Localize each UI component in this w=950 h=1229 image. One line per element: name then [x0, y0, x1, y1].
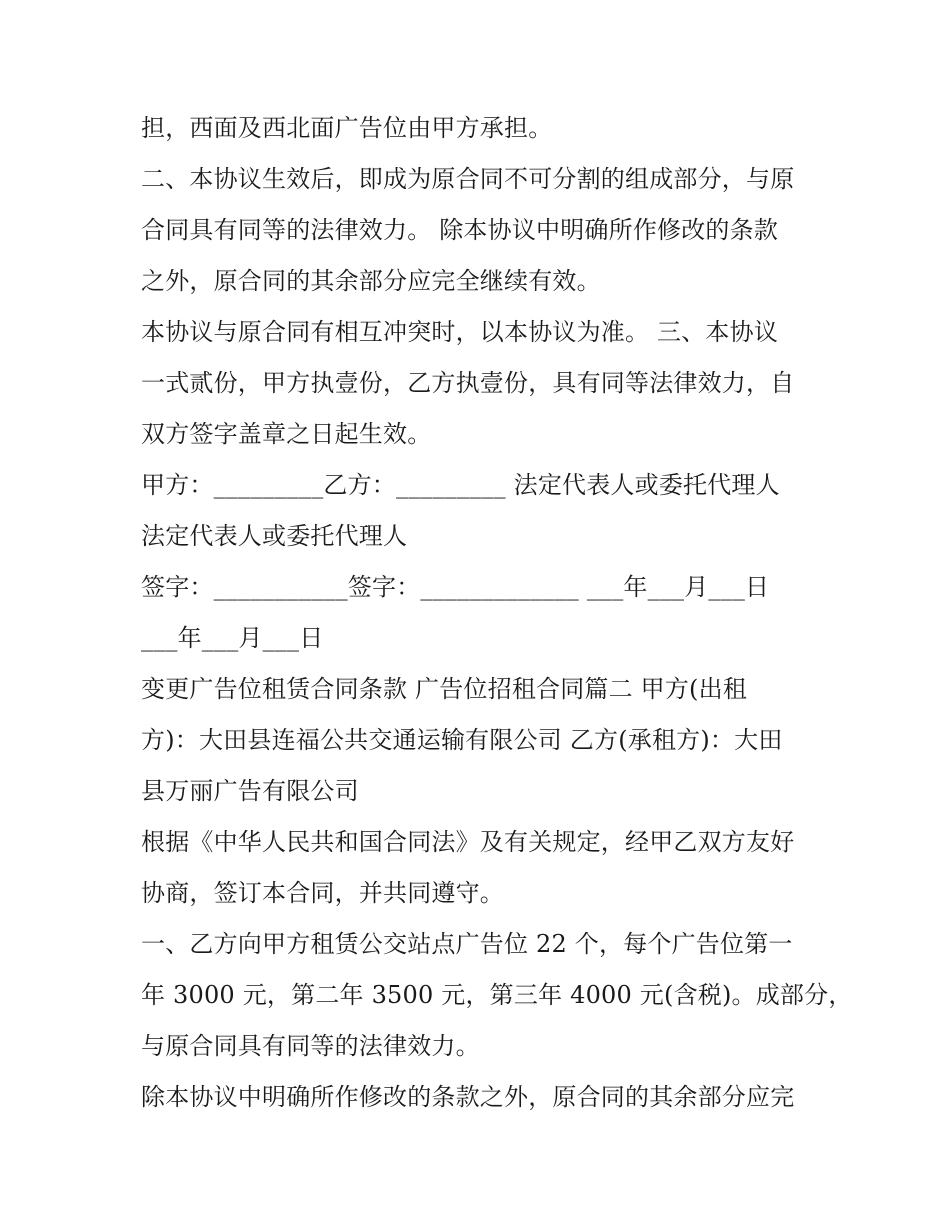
signature-line-parties: 甲方：_________乙方：_________ 法定代表人或委托代理人 — [141, 471, 780, 499]
date-line: ___年___月___日 — [141, 624, 324, 652]
text-line: 除本协议中明确所作修改的条款之外，原合同的其余部分应完 — [141, 1083, 795, 1111]
text-line: 根据《中华人民共和国合同法》及有关规定，经甲乙双方友好 — [141, 828, 795, 856]
signature-line-sign: 签字：___________签字：_____________ ___年___月___日 — [141, 573, 770, 601]
text-line: 协商，签订本合同，并共同遵守。 — [141, 879, 504, 907]
text-line: 之外，原合同的其余部分应完全继续有效。 — [141, 267, 601, 295]
text-line: 本协议与原合同有相互冲突时，以本协议为准。 三、本协议 — [141, 318, 779, 346]
text-line: 一式贰份，甲方执壹份，乙方执壹份，具有同等法律效力，自 — [141, 369, 795, 397]
text-line: 合同具有同等的法律效力。 除本协议中明确所作修改的条款 — [141, 216, 779, 244]
text-line: 一、乙方向甲方租赁公交站点广告位 22 个，每个广告位第一 — [141, 930, 793, 958]
text-line: 法定代表人或委托代理人 — [141, 522, 408, 550]
text-line: 方)：大田县连福公共交通运输有限公司 乙方(承租方)：大田 — [141, 726, 783, 754]
text-line: 与原合同具有同等的法律效力。 — [141, 1032, 480, 1060]
text-line: 二、本协议生效后，即成为原合同不可分割的组成部分，与原 — [141, 165, 795, 193]
text-line: 年 3000 元，第二年 3500 元，第三年 4000 元(含税)。成部分， — [141, 981, 853, 1009]
text-line: 担，西面及西北面广告位由甲方承担。 — [141, 114, 553, 142]
text-line: 双方签字盖章之日起生效。 — [141, 420, 432, 448]
section-heading: 变更广告位租赁合同条款 广告位招租合同篇二 甲方(出租 — [141, 675, 748, 703]
text-line: 县万丽广告有限公司 — [141, 777, 359, 805]
